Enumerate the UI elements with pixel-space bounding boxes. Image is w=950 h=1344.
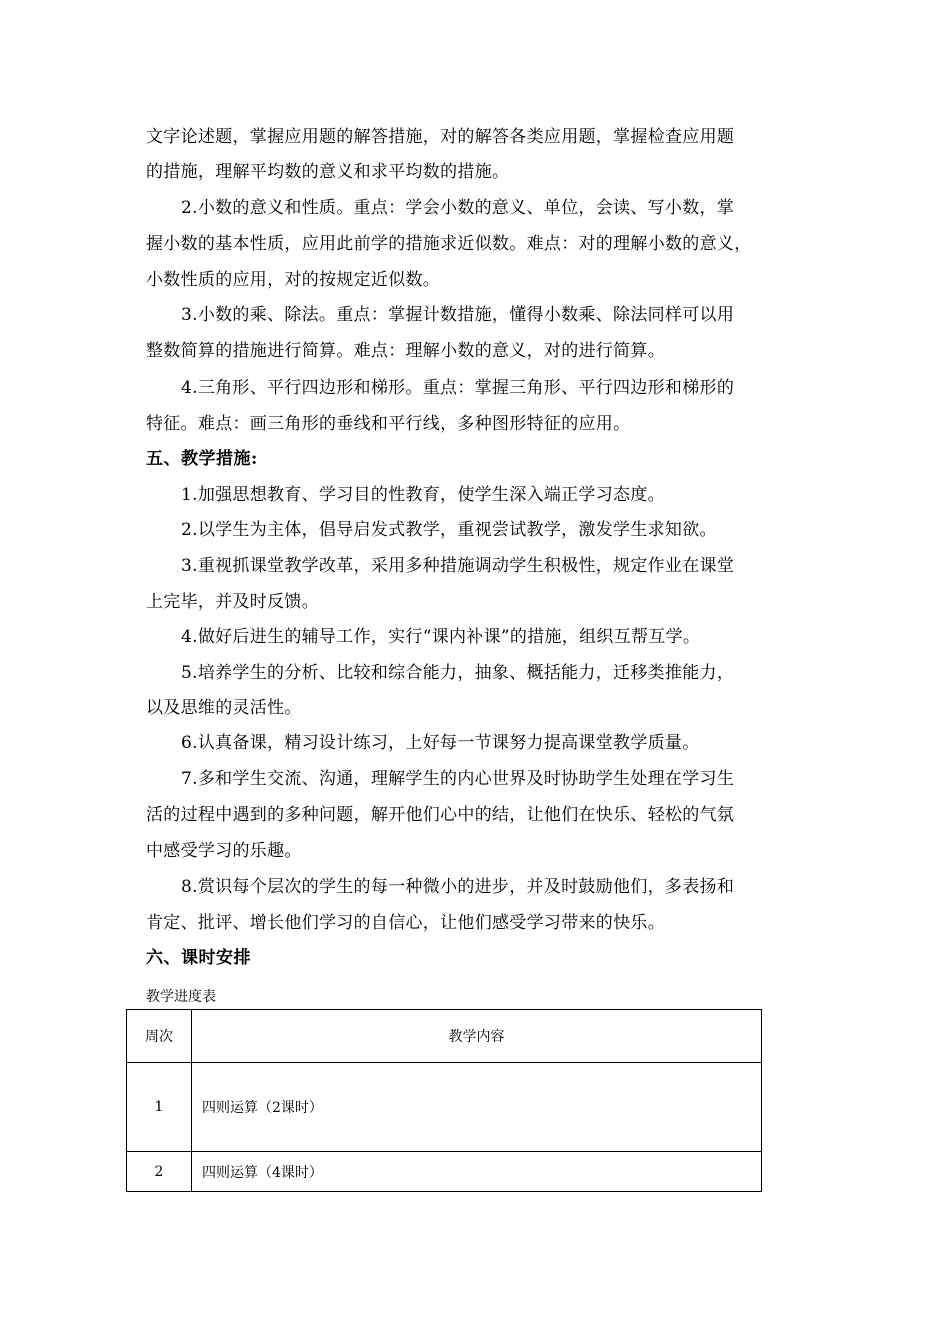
paragraph-line: 的措施，理解平均数的意义和求平均数的措施。 [146,162,510,182]
list-item: 6.认真备课，精习设计练习，上好每一节课努力提高课堂教学质量。 [181,733,700,753]
list-item: 5.培养学生的分析、比较和综合能力，抽象、概括能力，迁移类推能力， [181,663,735,683]
list-item: 2.以学生为主体，倡导启发式教学，重视尝试教学，激发学生求知欲。 [181,520,717,540]
cell-week: 2 [127,1152,192,1192]
table-header-row [127,1010,762,1063]
paragraph-line: 3.小数的乘、除法。重点：掌握计数措施，懂得小数乘、除法同样可以用 [181,305,735,325]
paragraph-line: 4.三角形、平行四边形和梯形。重点：掌握三角形、平行四边形和梯形的 [181,378,735,398]
paragraph-line: 特征。难点：画三角形的垂线和平行线，多种图形特征的应用。 [146,414,631,434]
paragraph-line: 小数性质的应用，对的按规定近似数。 [146,270,441,290]
header-week: 周次 [127,1010,192,1063]
cell-content: 四则运算（2课时） [192,1063,762,1152]
list-item: 肯定、批评、增长他们学习的自信心，让他们感受学习带来的快乐。 [146,913,665,933]
list-item: 8.赏识每个层次的学生的每一种微小的进步，并及时鼓励他们，多表扬和 [181,877,735,897]
cell-content: 四则运算（4课时） [192,1152,762,1192]
list-item: 中感受学习的乐趣。 [146,841,302,861]
list-item: 上完毕，并及时反馈。 [146,592,319,612]
table-row [127,1152,762,1192]
list-item: 1.加强思想教育、学习目的性教育，使学生深入端正学习态度。 [181,485,665,505]
paragraph-line: 文字论述题，掌握应用题的解答措施，对的解答各类应用题，掌握检查应用题 [146,127,735,147]
list-item: 活的过程中遇到的多种问题，解开他们心中的结，让他们在快乐、轻松的气氛 [146,805,735,825]
list-item: 以及思维的灵活性。 [146,698,302,718]
table-caption: 教学进度表 [146,989,216,1005]
list-item: 4.做好后进生的辅导工作，实行“课内补课”的措施，组织互帮互学。 [181,627,701,647]
paragraph-line: 2.小数的意义和性质。重点：学会小数的意义、单位，会读、写小数，掌 [181,198,735,218]
list-item: 3.重视抓课堂教学改革，采用多种措施调动学生积极性，规定作业在课堂 [181,556,735,576]
header-content: 教学内容 [192,1010,762,1063]
section-heading: 五、教学措施: [146,449,258,469]
cell-week: 1 [127,1063,192,1152]
schedule-table [126,1009,762,1192]
paragraph-line: 整数简算的措施进行简算。难点：理解小数的意义，对的进行简算。 [146,341,665,361]
section-heading: 六、课时安排 [146,948,251,968]
list-item: 7.多和学生交流、沟通，理解学生的内心世界及时协助学生处理在学习生 [181,769,735,789]
paragraph-line: 握小数的基本性质，应用此前学的措施求近似数。难点：对的理解小数的意义， [146,234,752,254]
table-row [127,1063,762,1152]
